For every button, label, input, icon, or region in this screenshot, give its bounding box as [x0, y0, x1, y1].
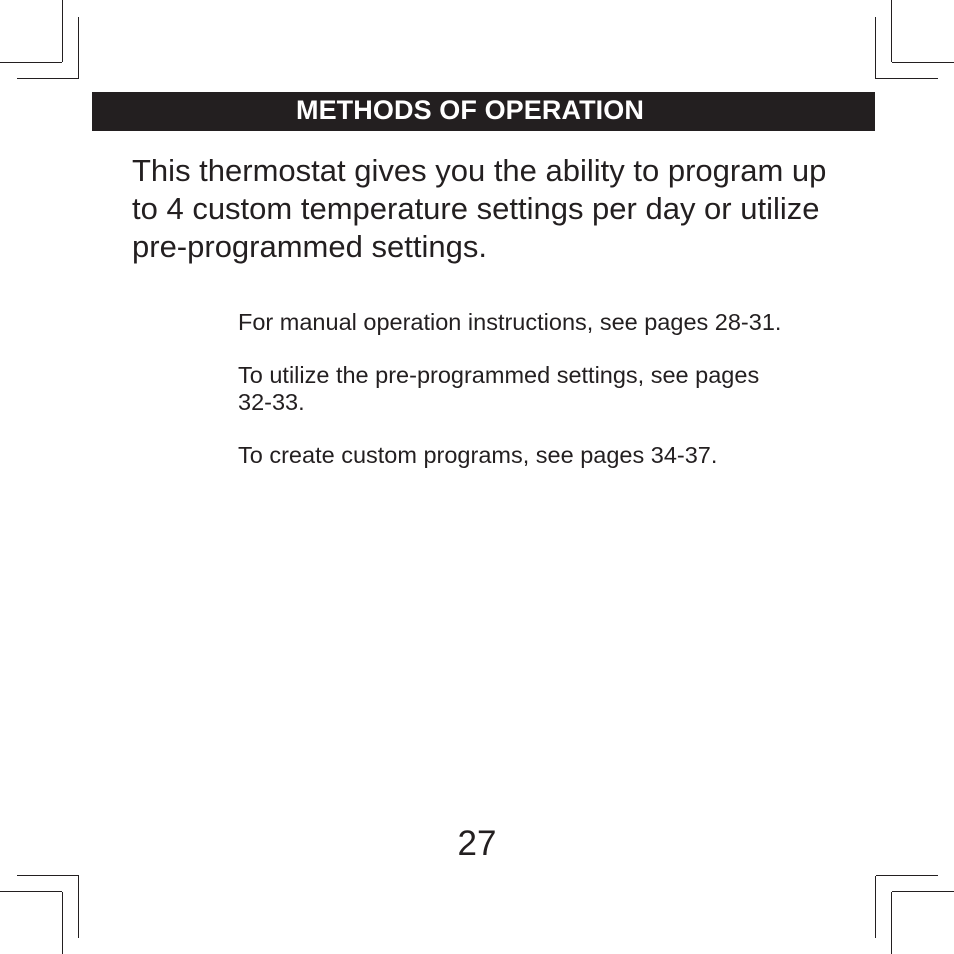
instruction-manual-operation: For manual operation instructions, see pages 28-31.: [238, 309, 782, 335]
crop-mark-top-left-vertical-inner: [78, 17, 79, 79]
crop-mark-top-right-vertical-inner: [875, 17, 876, 79]
crop-mark-bottom-left-vertical-outer: [62, 892, 63, 954]
crop-mark-top-left-vertical-outer: [62, 0, 63, 62]
page-number: 27: [457, 824, 497, 863]
section-header-bar: [92, 92, 875, 131]
crop-mark-top-right-vertical-outer: [891, 0, 892, 62]
crop-mark-bottom-left-horizontal-outer: [0, 891, 62, 892]
crop-mark-bottom-right-horizontal-inner: [876, 875, 938, 876]
instruction-pre-programmed: To utilize the pre-programmed settings, see pages 32-33.: [238, 362, 760, 415]
crop-mark-bottom-right-vertical-outer: [891, 892, 892, 954]
intro-paragraph: This thermostat gives you the ability to program up to 4 custom temperature settings per day or utilize pre-programmed settings.: [132, 153, 827, 264]
crop-mark-top-left-horizontal-inner: [17, 78, 79, 79]
crop-mark-bottom-left-horizontal-inner: [17, 875, 79, 876]
section-title: METHODS OF OPERATION: [295, 95, 644, 125]
crop-mark-bottom-right-horizontal-outer: [892, 891, 954, 892]
crop-mark-bottom-left-vertical-inner: [78, 876, 79, 938]
instruction-list: [238, 309, 798, 495]
crop-mark-bottom-right-vertical-inner: [875, 876, 876, 938]
instruction-custom-programs: To create custom programs, see pages 34-37.: [238, 442, 718, 468]
crop-mark-top-right-horizontal-outer: [892, 62, 954, 63]
crop-mark-top-left-horizontal-outer: [0, 62, 62, 63]
crop-mark-top-right-horizontal-inner: [876, 78, 938, 79]
